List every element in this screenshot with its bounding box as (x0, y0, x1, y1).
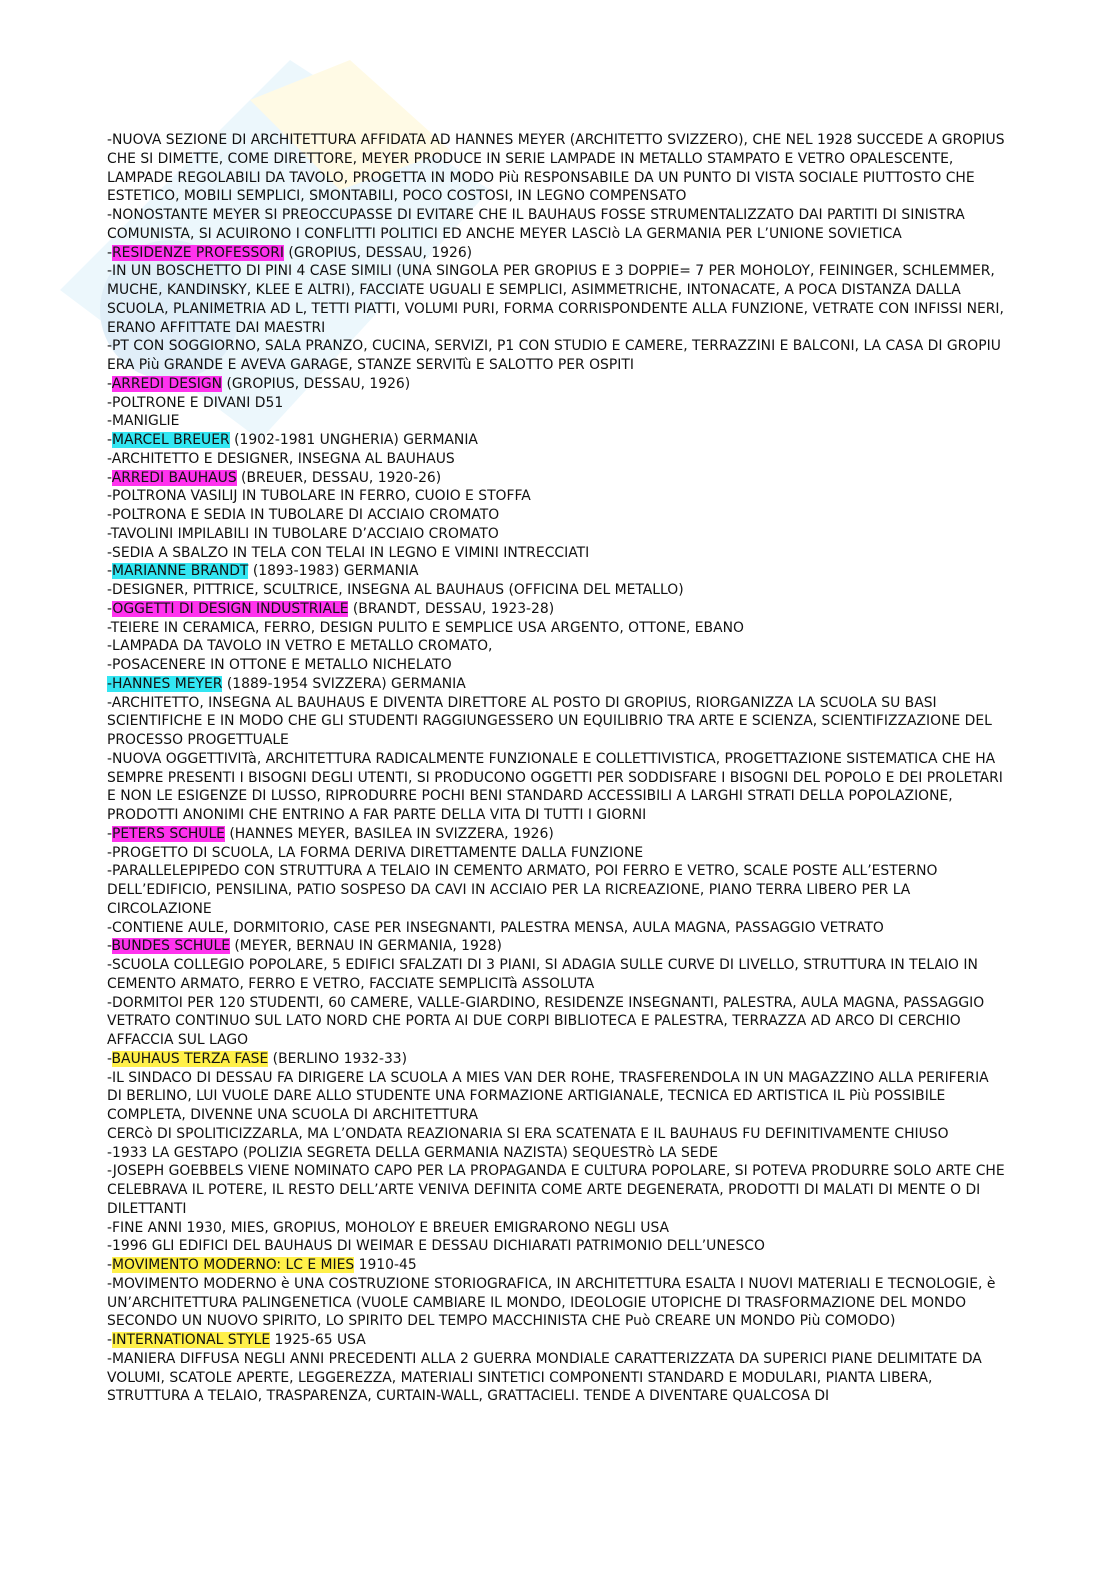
heading-detail: (BREUER, DESSAU, 1920-26) (236, 469, 442, 486)
heading-line (107, 375, 1007, 394)
paragraph: -FINE ANNI 1930, MIES, GROPIUS, MOHOLOY E BREUER EMIGRARONO NEGLI USA (107, 1219, 670, 1236)
highlighted-heading: RESIDENZE PROFESSORI (112, 244, 284, 261)
heading-line (107, 1331, 1007, 1350)
paragraph: -PARALLELEPIPEDO CON STRUTTURA A TELAIO IN CEMENTO ARMATO, POI FERRO E VETRO, SCALE POSTE ALL’ESTERNO DELL’EDIFICIO, PENSILINA, PATIO SOSPESO DA CAVI IN ACCIAIO PER LA RICREAZIONE, PIANO TERRA LIBERO PER LA CIRCOLAZIONE (107, 863, 942, 917)
heading-prefix: - (107, 469, 112, 486)
highlighted-heading: OGGETTI DI DESIGN INDUSTRIALE (112, 600, 349, 617)
highlighted-heading: BAUHAUS TERZA FASE (111, 1050, 269, 1067)
paragraph: -NUOVA SEZIONE DI ARCHITETTURA AFFIDATA AD HANNES MEYER (ARCHITETTO SVIZZERO), CHE NEL 1928 SUCCEDE A GROPIUS CHE SI DIMETTE, COME DIRETTORE, MEYER PRODUCE IN SERIE LAMPADE IN METALLO STAMPATO E VETRO OPALESCENTE, LAMPADE REGOLABILI DA TAVOLO, PROGETTA IN MODO Più RESPONSABILE DA UN PUNTO DI VISTA SOCIALE PIUTTOSTO CHE ESTETICO, MOBILI SEMPLICI, SMONTABILI, POCO COSTOSI, IN LEGNO COMPENSATO (107, 132, 1009, 205)
heading-line (107, 825, 1007, 844)
heading-detail: (1889-1954 SVIZZERA) GERMANIA (222, 675, 466, 692)
heading-prefix: - (107, 375, 112, 392)
heading-prefix: - (107, 244, 113, 261)
heading-line (107, 244, 1007, 263)
paragraph: -DORMITOI PER 120 STUDENTI, 60 CAMERE, VALLE-GIARDINO, RESIDENZE INSEGNANTI, PALESTRA, AULA MAGNA, PASSAGGIO VETRATO CONTINUO SUL LATO NORD CHE PORTA AI DUE CORPI BIBLIOTECA E PALESTRA, TERRAZZA AD ARCO DI CERCHIO AFFACCIA SUL LAGO (107, 994, 989, 1048)
paragraph: -LAMPADA DA TAVOLO IN VETRO E METALLO CROMATO, (107, 638, 493, 655)
heading-detail: (GROPIUS, DESSAU, 1926) (283, 244, 473, 261)
highlighted-heading: MARCEL BREUER (112, 432, 230, 448)
heading-prefix: - (107, 1257, 113, 1273)
paragraph: -ARCHITETTO E DESIGNER, INSEGNA AL BAUHAUS (107, 450, 455, 467)
paragraph: -JOSEPH GOEBBELS VIENE NOMINATO CAPO PER LA PROPAGANDA E CULTURA POPOLARE, SI POTEVA PRODURRE SOLO ARTE CHE CELEBRAVA IL POTERE, IL RESTO DELL’ARTE VENIVA DEFINITA COME ARTE DEGENERATA, PRODOTTI DI MALATI DI MENTE O DI DILETTANTI (107, 1163, 1010, 1217)
document-body (107, 131, 1010, 1406)
highlighted-heading: BUNDES SCHULE (111, 938, 230, 955)
heading-detail: 1910-45 (354, 1257, 417, 1273)
heading-detail: (BERLINO 1932-33) (268, 1050, 408, 1067)
highlighted-heading: MOVIMENTO MODERNO: LC E MIES (112, 1257, 355, 1273)
heading-prefix: - (107, 563, 113, 580)
paragraph: -TAVOLINI IMPILABILI IN TUBOLARE D’ACCIAIO CROMATO (107, 525, 499, 542)
highlighted-heading: ARREDI BAUHAUS (111, 469, 237, 486)
heading-prefix: - (107, 938, 112, 955)
heading-detail: (1902-1981 UNGHERIA) GERMANIA (229, 432, 478, 448)
paragraph: -ARCHITETTO, INSEGNA AL BAUHAUS E DIVENTA DIRETTORE AL POSTO DI GROPIUS, RIORGANIZZA LA SCUOLA SU BASI SCIENTIFICHE E IN MODO CHE GLI STUDENTI RAGGIUNGESSERO UN EQUILIBRIO TRA ARTE E SCIENZA, SCIENTIFIZZAZIONE DEL PROCESSO PROGETTUALE (107, 694, 997, 748)
paragraph: -CONTIENE AULE, DORMITORIO, CASE PER INSEGNANTI, PALESTRA MENSA, AULA MAGNA, PASSAGGIO VETRATO (107, 919, 884, 936)
paragraph: -SEDIA A SBALZO IN TELA CON TELAI IN LEGNO E VIMINI INTRECCIATI (107, 544, 590, 561)
highlighted-heading: INTERNATIONAL STYLE (112, 1332, 271, 1348)
heading-detail: (MEYER, BERNAU IN GERMANIA, 1928) (229, 938, 502, 955)
paragraph: -POLTRONA VASILIJ IN TUBOLARE IN FERRO, CUOIO E STOFFA (107, 488, 531, 505)
paragraph: -NUOVA OGGETTIVITà, ARCHITETTURA RADICALMENTE FUNZIONALE E COLLETTIVISTICA, PROGETTAZIONE SISTEMATICA CHE HA SEMPRE PRESENTI I BISOGNI DEGLI UTENTI, SI PRODUCONO OGGETTI PER SODDISFARE I BISOGNI DEL POPOLO E DEI PROLETARI E NON LE ESIGENZE DI LUSSO, RIPRODURRE POCHI BENI STANDARD ACCESSIBILI A LARGHI STRATI DELLA POPOLAZIONE, PRODOTTI ANONIMI CHE ENTRINO A FAR PARTE DELLA VITA DI TUTTI I GIORNI (107, 750, 1008, 823)
heading-line (107, 562, 1007, 581)
paragraph: -1933 LA GESTAPO (POLIZIA SEGRETA DELLA GERMANIA NAZISTA) SEQUESTRò LA SEDE (107, 1144, 719, 1161)
heading-detail: 1925-65 USA (270, 1332, 366, 1348)
paragraph: -NONOSTANTE MEYER SI PREOCCUPASSE DI EVITARE CHE IL BAUHAUS FOSSE STRUMENTALIZZATO DAI PARTITI DI SINISTRA COMUNISTA, SI ACUIRONO I CONFLITTI POLITICI ED ANCHE MEYER LASCIò LA GERMANIA PER L’UNIONE SOVIETICA (107, 207, 970, 242)
heading-line (107, 1256, 1007, 1275)
paragraph: -IL SINDACO DI DESSAU FA DIRIGERE LA SCUOLA A MIES VAN DER ROHE, TRASFERENDOLA IN UN MAGAZZINO ALLA PERIFERIA DI BERLINO, LUI VUOLE DARE ALLO STUDENTE UNA FORMAZIONE ARTIGIANALE, TECNICA ED ARTISTICA IL Più POSSIBILE COMPLETA, DIVENNE UNA SCUOLA DI ARCHITETTURA (107, 1069, 994, 1123)
heading-prefix: - (107, 600, 113, 617)
heading-line (107, 600, 1007, 619)
highlighted-heading: MARIANNE BRANDT (112, 563, 249, 580)
paragraph: -MANIERA DIFFUSA NEGLI ANNI PRECEDENTI ALLA 2 GUERRA MONDIALE CARATTERIZZATA DA SUPERICI PIANE DELIMITATE DA VOLUMI, SCATOLE APERTE, LEGGEREZZA, MATERIALI SINTETICI COMPONENTI STANDARD E MODULARI, PIANTA LIBERA, STRUTTURA A TELAIO, TRASPARENZA, CURTAIN-WALL, GRATTACIELI. TENDE A DIVENTARE QUALCOSA DI (107, 1350, 987, 1405)
paragraph: -POLTRONA E SEDIA IN TUBOLARE DI ACCIAIO CROMATO (107, 507, 500, 523)
heading-line (107, 675, 1007, 694)
heading-detail: (GROPIUS, DESSAU, 1926) (222, 375, 411, 392)
heading-line (107, 937, 1007, 956)
paragraph: -SCUOLA COLLEGIO POPOLARE, 5 EDIFICI SFALZATI DI 3 PIANI, SI ADAGIA SULLE CURVE DI LIVELLO, STRUTTURA IN TELAIO IN CEMENTO ARMATO, FERRO E VETRO, FACCIATE SEMPLICITà ASSOLUTA (107, 957, 983, 992)
paragraph: -PT CON SOGGIORNO, SALA PRANZO, CUCINA, SERVIZI, P1 CON STUDIO E CAMERE, TERRAZZINI E BALCONI, LA CASA DI GROPIU ERA Più GRANDE E AVEVA GARAGE, STANZE SERVITù E SALOTTO PER OSPITI (107, 338, 1006, 373)
highlighted-heading: ARREDI DESIGN (111, 375, 223, 392)
paragraph: -MANIGLIE (107, 413, 180, 430)
heading-line (107, 431, 1007, 450)
paragraph: -DESIGNER, PITTRICE, SCULTRICE, INSEGNA AL BAUHAUS (OFFICINA DEL METALLO) (107, 582, 684, 598)
paragraph: -MOVIMENTO MODERNO è UNA COSTRUZIONE STORIOGRAFICA, IN ARCHITETTURA ESALTA I NUOVI MATERIALI E TECNOLOGIE, è UN’ARCHITETTURA PALINGENETICA (VUOLE CAMBIARE IL MONDO, IDEOLOGIE UTOPICHE DI TRASFORMAZIONE DEL MONDO SECONDO UN NUOVO SPIRITO, LO SPIRITO DEL TEMPO MACCHINISTA CHE Può CREARE UN MONDO Più COMODO) (107, 1275, 1000, 1330)
paragraph: -IN UN BOSCHETTO DI PINI 4 CASE SIMILI (UNA SINGOLA PER GROPIUS E 3 DOPPIE= 7 PER MOHOLOY, FEININGER, SCHLEMMER, MUCHE, KANDINSKY, KLEE E ALTRI), FACCIATE UGUALI E SEMPLICI, ASIMMETRICHE, INTONACATE, A POCA DISTANZA DALLA SCUOLA, PLANIMETRIA AD L, TETTI PIATTI, VOLUMI PURI, FORMA CORRISPONDENTE ALLA FUNZIONE, VETRATE CON INFISSI NERI, ERANO AFFITTATE DAI MAESTRI (107, 263, 1009, 336)
paragraph: -POSACENERE IN OTTONE E METALLO NICHELATO (107, 657, 452, 673)
paragraph: CERCò DI SPOLITICIZZARLA, MA L’ONDATA REAZIONARIA SI ERA SCATENATA E IL BAUHAUS FU DEFINITIVAMENTE CHIUSO (107, 1125, 949, 1142)
heading-detail: (HANNES MEYER, BASILEA IN SVIZZERA, 1926) (224, 825, 554, 842)
paragraph: -PROGETTO DI SCUOLA, LA FORMA DERIVA DIRETTAMENTE DALLA FUNZIONE (107, 844, 644, 861)
heading-detail: (BRANDT, DESSAU, 1923-28) (348, 600, 555, 617)
heading-prefix: - (107, 1050, 112, 1067)
highlighted-heading: PETERS SCHULE (112, 825, 225, 842)
heading-prefix: - (107, 432, 113, 448)
heading-line (107, 469, 1007, 488)
paragraph: -1996 GLI EDIFICI DEL BAUHAUS DI WEIMAR E DESSAU DICHIARATI PATRIMONIO DELL’UNESCO (107, 1238, 765, 1255)
heading-line (107, 1050, 1007, 1069)
heading-prefix: - (107, 1332, 113, 1348)
paragraph: -TEIERE IN CERAMICA, FERRO, DESIGN PULITO E SEMPLICE USA ARGENTO, OTTONE, EBANO (107, 619, 744, 636)
heading-detail: (1893-1983) GERMANIA (248, 563, 419, 580)
heading-prefix: - (107, 825, 113, 842)
highlighted-heading: -HANNES MEYER (107, 675, 223, 692)
paragraph: -POLTRONE E DIVANI D51 (107, 394, 284, 411)
